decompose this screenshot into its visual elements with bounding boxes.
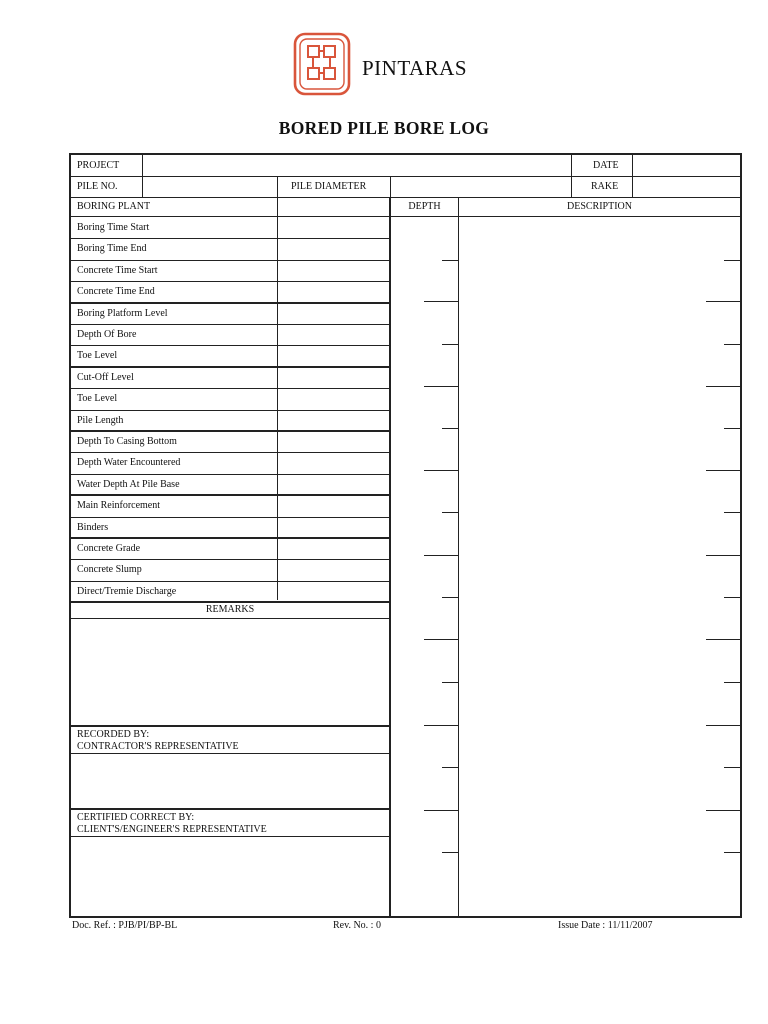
recorded-by-label: RECORDED BY: [77, 729, 150, 740]
description-label: DESCRIPTION [566, 201, 632, 212]
row-label: Depth Of Bore [77, 329, 137, 340]
page-title: BORED PILE BORE LOG [278, 118, 490, 138]
depth-tick [424, 386, 458, 387]
depth-label: DEPTH [408, 201, 441, 212]
row-label: Boring Time Start [77, 222, 150, 233]
depth-tick [424, 555, 458, 556]
row-label: Cut-Off Level [77, 371, 134, 383]
divider [389, 197, 391, 916]
divider [71, 808, 389, 810]
row-divider [71, 494, 389, 496]
contractor-rep-label: CONTRACTOR'S REPRESENTATIVE [77, 741, 239, 752]
bore-log-form [69, 153, 742, 918]
pile-diameter-label: PILE DIAMETER [291, 181, 367, 192]
description-tick [706, 725, 740, 726]
description-tick [706, 555, 740, 556]
depth-tick [442, 260, 458, 261]
divider [142, 155, 143, 197]
rake-label: RAKE [591, 181, 619, 192]
row-divider [71, 324, 389, 325]
row-divider [71, 410, 389, 411]
description-tick [724, 682, 740, 683]
divider [632, 155, 633, 197]
depth-tick [442, 428, 458, 429]
description-tick [724, 260, 740, 261]
row-label: Main Reinforcement [77, 500, 161, 512]
depth-tick [442, 512, 458, 513]
description-tick [724, 852, 740, 853]
depth-tick [442, 852, 458, 853]
row-label: Concrete Grade [77, 543, 141, 554]
certified-by-label: CERTIFIED CORRECT BY: [77, 812, 195, 823]
divider [277, 197, 278, 600]
boring-plant-label: BORING PLANT [77, 201, 151, 212]
description-tick [724, 512, 740, 513]
client-rep-label: CLIENT'S/ENGINEER'S REPRESENTATIVE [77, 824, 267, 835]
description-tick [706, 386, 740, 387]
row-divider [71, 452, 389, 453]
row-divider [71, 366, 389, 368]
row-label: Concrete Time Start [77, 264, 158, 276]
depth-tick [424, 470, 458, 471]
row-label: Depth Water Encountered [77, 457, 181, 469]
project-label: PROJECT [77, 160, 120, 171]
depth-tick [442, 682, 458, 683]
divider [71, 197, 740, 198]
issue-date: Issue Date : 11/11/2007 [558, 920, 653, 931]
divider [71, 836, 389, 837]
row-label: Pile Length [77, 414, 124, 426]
divider [571, 155, 572, 197]
row-divider [71, 537, 389, 539]
depth-tick [424, 301, 458, 302]
doc-ref: Doc. Ref. : PJB/PI/BP-BL [72, 920, 178, 931]
row-label: Water Depth At Pile Base [77, 478, 180, 490]
divider [71, 725, 389, 727]
description-tick [706, 470, 740, 471]
pintaras-logo [293, 32, 351, 96]
row-label: Concrete Time End [77, 286, 155, 298]
depth-tick [442, 344, 458, 345]
divider [71, 618, 389, 619]
row-divider [71, 238, 389, 239]
description-tick [724, 767, 740, 768]
row-label: Binders [77, 521, 109, 533]
row-divider [71, 260, 389, 261]
rev-no: Rev. No. : 0 [333, 920, 381, 931]
divider [458, 197, 459, 916]
depth-tick [424, 725, 458, 726]
row-divider [71, 281, 389, 282]
row-label: Toe Level [77, 350, 118, 362]
row-divider [71, 517, 389, 518]
description-tick [724, 344, 740, 345]
pile-no-label: PILE NO. [77, 181, 118, 192]
description-tick [724, 428, 740, 429]
depth-tick [442, 597, 458, 598]
divider [71, 176, 740, 177]
description-tick [706, 301, 740, 302]
description-tick [706, 639, 740, 640]
row-label: Boring Time End [77, 243, 147, 255]
row-divider [71, 601, 389, 603]
row-divider [71, 474, 389, 475]
row-divider [71, 581, 389, 582]
row-divider [71, 302, 389, 304]
row-divider [71, 345, 389, 346]
divider [71, 753, 389, 754]
row-label: Direct/Tremie Discharge [77, 585, 177, 597]
row-divider [71, 388, 389, 389]
row-divider [71, 559, 389, 560]
description-tick [706, 810, 740, 811]
depth-tick [424, 639, 458, 640]
row-label: Concrete Slump [77, 564, 142, 576]
date-label: DATE [593, 160, 619, 171]
divider [277, 176, 278, 197]
row-label: Depth To Casing Bottom [77, 436, 177, 447]
depth-tick [424, 810, 458, 811]
divider [390, 176, 391, 197]
row-label: Toe Level [77, 393, 118, 405]
remarks-label: REMARKS [205, 604, 255, 615]
row-divider [71, 430, 389, 432]
depth-tick [442, 767, 458, 768]
divider [71, 216, 740, 217]
description-tick [724, 597, 740, 598]
row-label: Boring Platform Level [77, 307, 168, 319]
company-name: PINTARAS [362, 56, 468, 80]
